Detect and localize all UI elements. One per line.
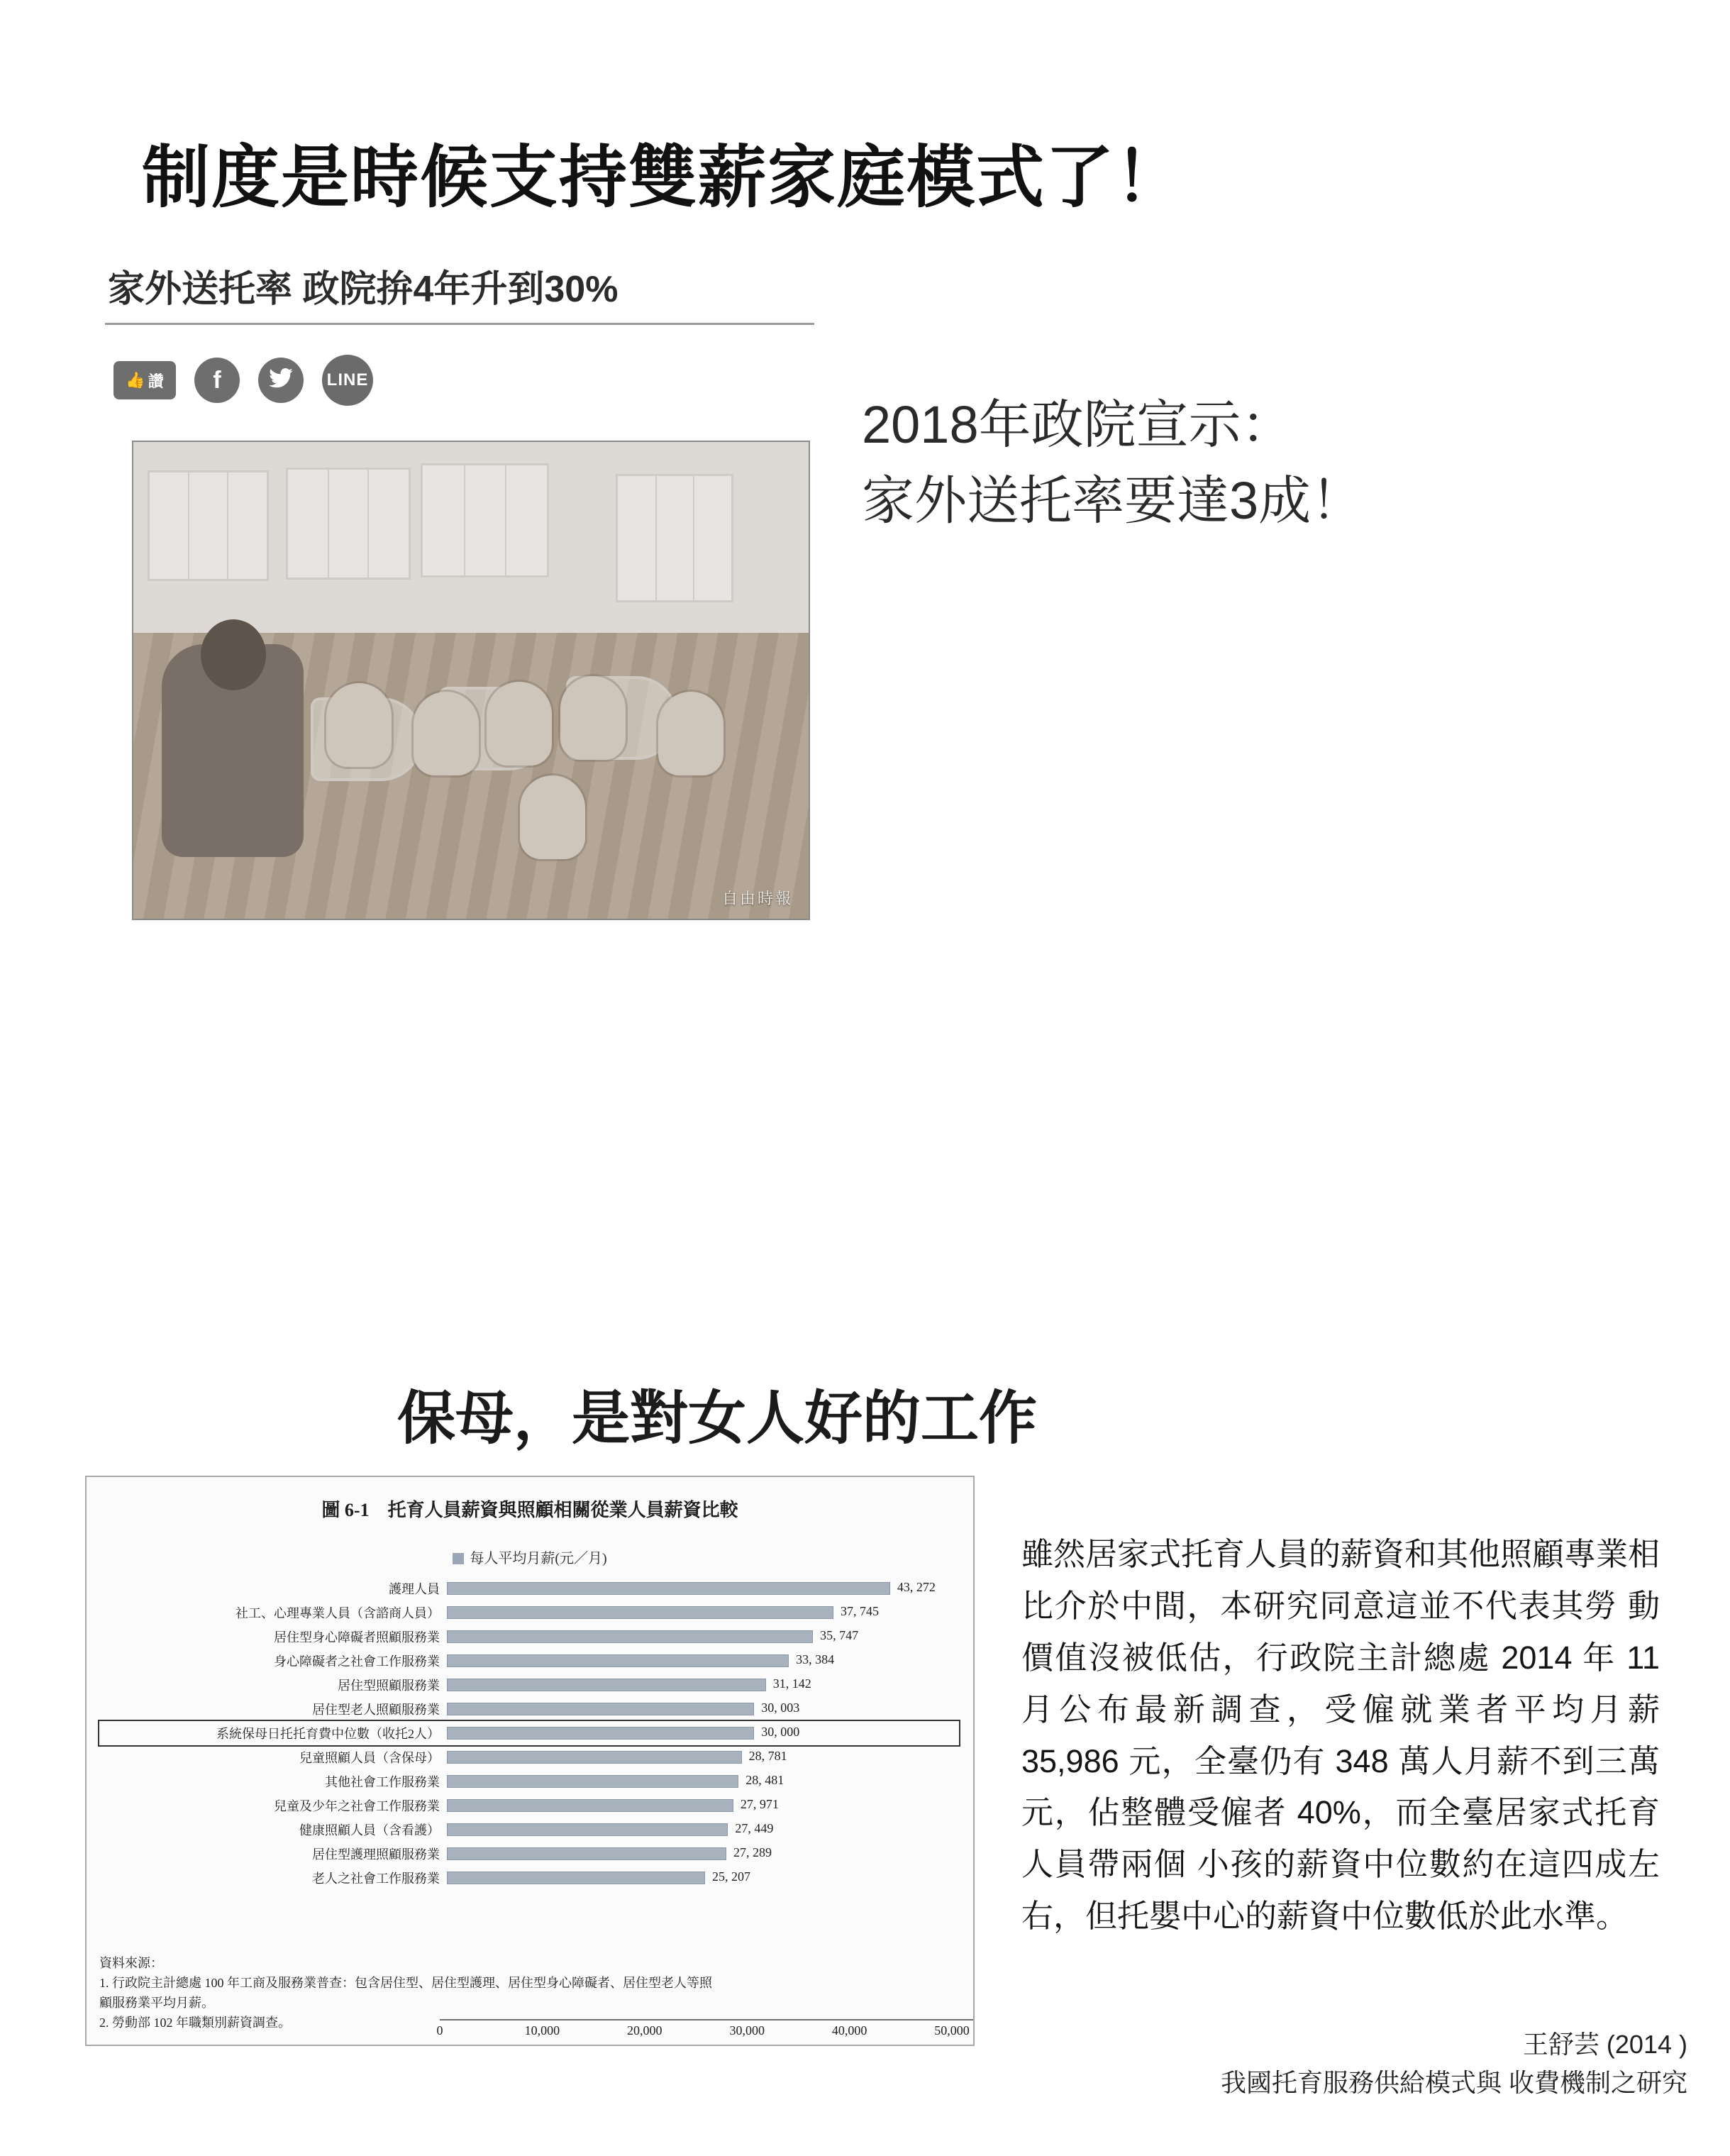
line-icon: LINE [326, 370, 369, 389]
chart-bar-row [99, 1625, 959, 1649]
chart-bar-row [99, 1842, 959, 1866]
chart-value-label: 28, 481 [745, 1773, 784, 1787]
chart-category-label: 居住型照顧服務業 [338, 1679, 440, 1693]
facebook-icon: f [213, 366, 221, 394]
chart-category-label: 居住型護理照顧服務業 [312, 1847, 440, 1862]
chart-note-line: 顧服務業平均月薪。 [99, 1996, 214, 2011]
chart-bar [447, 1679, 766, 1691]
chart-value-label: 27, 289 [733, 1845, 772, 1859]
chart-bar [447, 1606, 833, 1619]
nursery-photo [132, 441, 810, 920]
twitter-share-button[interactable] [258, 358, 304, 403]
chart-bar-track [447, 1582, 959, 1595]
chart-bar-track [447, 1703, 959, 1715]
baby [326, 683, 392, 767]
chart-category-label: 老人之社會工作服務業 [312, 1872, 440, 1886]
chart-value-label: 27, 971 [740, 1797, 779, 1811]
chart-bar-track [447, 1751, 959, 1764]
facebook-like-label: 讚 [148, 372, 164, 390]
news-subheadline: 家外送托率 政院拚4年升到30% [108, 269, 619, 310]
chart-bar [447, 1630, 813, 1643]
chart-category-label: 兒童照顧人員（含保母） [299, 1751, 440, 1765]
crib [421, 463, 549, 577]
chart-category-label: 其他社會工作服務業 [325, 1775, 440, 1789]
chart-bar-track [447, 1654, 959, 1667]
legend-swatch [453, 1553, 464, 1564]
chart-value-label: 35, 747 [820, 1628, 859, 1642]
chart-value-label: 30, 003 [761, 1701, 800, 1715]
baby [658, 692, 723, 775]
chart-category-label: 居住型老人照顧服務業 [312, 1703, 440, 1717]
chart-tick-label: 40,000 [831, 2023, 867, 2038]
baby [560, 676, 626, 760]
baby [520, 775, 585, 859]
salary-comparison-figure [85, 1476, 975, 2046]
page-title: 制度是時候支持雙薪家庭模式了！ [142, 140, 1185, 216]
chart-bar-row [99, 1769, 959, 1793]
chart-bar-row [99, 1576, 959, 1601]
chart-note-line: 1. 行政院主計總處 100 年工商及服務業普查：包含居住型、居住型護理、居住型身心障礙者、居住型老人等照 [99, 1976, 712, 1991]
chart-bar-track [447, 1630, 959, 1643]
chart-bar-track [447, 1799, 959, 1812]
chart-tick-label: 0 [436, 2023, 443, 2038]
policy-callout-line-2: 家外送托率要達3成！ [862, 471, 1364, 531]
chart-source-notes [99, 1954, 950, 2033]
chart-bar-row [99, 1866, 959, 1890]
chart-value-label: 28, 781 [748, 1749, 787, 1763]
chart-category-label: 健康照顧人員（含看護） [299, 1823, 440, 1837]
chart-plot-area [99, 1576, 959, 1945]
chart-category-label: 居住型身心障礙者照顧服務業 [274, 1630, 440, 1644]
policy-callout-line-1: 2018年政院宣示： [862, 395, 1294, 454]
thumbs-up-icon: 👍 [126, 371, 145, 389]
chart-bar-row [99, 1818, 959, 1842]
social-share-bar [113, 355, 373, 406]
chart-value-label: 25, 207 [711, 1869, 750, 1884]
chart-bar-row [99, 1745, 959, 1769]
crib [286, 468, 411, 580]
chart-bar [447, 1823, 728, 1836]
facebook-like-button[interactable] [113, 361, 176, 399]
chart-bar-track [447, 1847, 959, 1860]
chart-category-label: 身心障礙者之社會工作服務業 [274, 1654, 440, 1669]
citation-author: 王舒芸 (2014 ) [1522, 2030, 1687, 2059]
chart-tick-label: 10,000 [524, 2023, 560, 2038]
chart-category-label: 社工、心理專業人員（含諮商人員） [235, 1606, 440, 1620]
body-paragraph: 雖然居家式托育人員的薪資和其他照顧專業相比介於中間，本研究同意這並不代表其勞 動價值沒被低估，行政院主計總處 2014 年 11 月公布最新調查，受僱就業者平均月薪 35,986 元，全臺仍有 348 萬人月薪不到三萬元，佔整體受僱者 40%，而全臺居家式托育人員帶兩個 小孩的薪資中位數約在這四成左右，但托嬰中心的薪資中位數低於此水準。 [1021, 1536, 1660, 1935]
chart-value-label: 33, 384 [796, 1652, 835, 1666]
photo-credit: 自由時報 [721, 890, 793, 907]
slide-nanny-good-job [0, 1270, 1730, 2156]
divider [105, 323, 814, 325]
caregiver-head [201, 619, 266, 690]
chart-value-label: 37, 745 [841, 1604, 880, 1618]
citation-work: 我國托育服務供給模式與 收費機制之研究 [1220, 2068, 1687, 2097]
chart-value-label: 27, 449 [735, 1821, 774, 1835]
chart-bar-track [447, 1606, 959, 1619]
chart-bar-track [447, 1727, 959, 1740]
chart-bar-track [447, 1823, 959, 1836]
chart-bar [447, 1582, 890, 1595]
policy-callout [862, 387, 1363, 539]
citation [978, 2025, 1687, 2102]
chart-bar-track [447, 1869, 959, 1884]
chart-bar [447, 1751, 742, 1764]
chart-bar-row [99, 1793, 959, 1818]
chart-tick-label: 50,000 [934, 2023, 970, 2038]
chart-legend [87, 1547, 973, 1567]
crib [616, 474, 733, 602]
chart-value-label: 43, 272 [897, 1580, 936, 1594]
chart-category-label: 護理人員 [389, 1582, 440, 1596]
chart-title: 圖 6-1 托育人員薪資與照顧相關從業人員薪資比較 [321, 1500, 738, 1520]
chart-bar-track [447, 1775, 959, 1788]
chart-bar-row [99, 1649, 959, 1673]
chart-tick-label: 30,000 [729, 2023, 765, 2038]
chart-bar [447, 1775, 738, 1788]
chart-category-label: 兒童及少年之社會工作服務業 [274, 1799, 440, 1813]
legend-label: 每人平均月薪(元／月) [470, 1551, 607, 1566]
chart-note-line: 資料來源： [99, 1956, 163, 1971]
chart-tick-label: 20,000 [627, 2023, 662, 2038]
chart-bar-track [447, 1676, 959, 1691]
chart-bar-row [99, 1601, 959, 1625]
baby [487, 682, 552, 765]
chart-bar [447, 1872, 705, 1884]
chart-bar [447, 1654, 789, 1667]
line-share-button[interactable] [322, 355, 373, 406]
section-title: 保母，是對女人好的工作 [397, 1386, 1038, 1452]
crib [148, 470, 269, 581]
chart-bar-row [99, 1697, 959, 1721]
facebook-share-button[interactable] [194, 358, 240, 403]
chart-value-label: 30, 000 [761, 1725, 800, 1739]
twitter-icon [269, 367, 293, 394]
chart-bar [447, 1799, 733, 1812]
chart-category-label: 系統保母日托托育費中位數（收托2人） [216, 1727, 440, 1741]
chart-value-label: 31, 142 [772, 1676, 811, 1691]
chart-bar [447, 1703, 754, 1715]
chart-bar [447, 1727, 754, 1740]
chart-bar [447, 1847, 726, 1860]
chart-note-line: 2. 勞動部 102 年職類別薪資調查。 [99, 2016, 291, 2030]
chart-bar-row [99, 1673, 959, 1697]
baby [414, 692, 479, 775]
chart-bar-row [99, 1721, 959, 1745]
